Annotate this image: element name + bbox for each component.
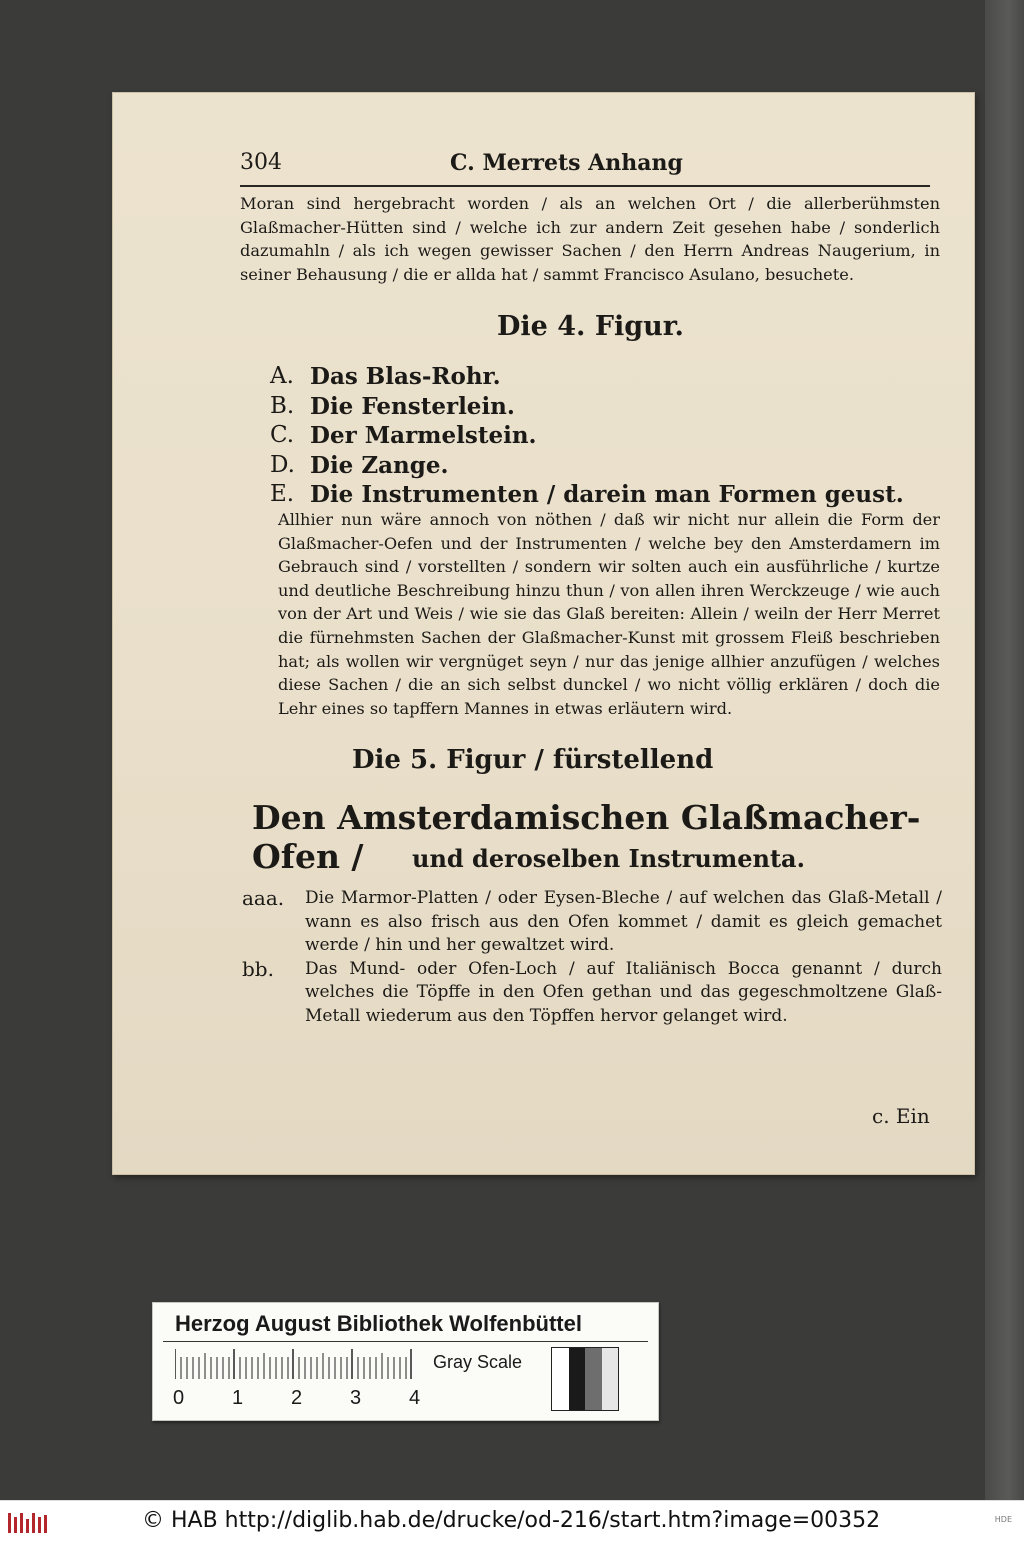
book-page [112,92,975,1175]
card-rule [163,1341,648,1342]
paragraph-2: Allhier nun wäre annoch von nöthen / daß wir nicht nur allein die Form der Glaßmacher-Oefen und der Instrumenten / welche bey den Amsterdamern im Gebrauch sind / vorstellten / sondern wir solten auch ein ausführliche / kurtze und deutliche Beschreibung hinzu thun / von allen ihren Werckzeuge / wie auch von der Art und Weis / wie sie das Glaß bereiten: Allein / weiln der Herr Merret die fürnehmsten Sachen der Glaßmacher-Kunst mit grossem Fleiß beschrieben hat; als wollen wir vergnüget seyn / nur das jenige allhier anzufügen / welches diese Sachen / die an sich selbst dunckel / wo nicht völlig erklären / doch die Lehr eines so tapffern Mannes in etwas erläutern wird. [278,510,940,718]
legend-item: C. Der Marmelstein. [270,422,537,449]
gray-swatch [585,1348,602,1410]
gray-swatch [552,1348,569,1410]
head-rule [240,185,930,187]
gray-scale-label: Gray Scale [433,1352,523,1372]
legend-item: D. Die Zange. [270,451,449,479]
legend-item: E. Die Instrumenten / darein man Formen geust. [270,481,904,508]
catchword: c. Ein [872,1104,930,1128]
gray-scale-swatch [551,1347,619,1411]
legend-item: A. Das Blas-Rohr. [270,363,501,390]
footer-bar [0,1500,1024,1545]
page-number: 304 [240,150,282,175]
heading-figure-5-subtitle: und deroselben Instrumenta. [412,844,805,873]
hab-logo-icon [8,1511,48,1535]
heading-figure-5: Die 5. Figur / fürstellend [352,745,714,775]
ruler-icon [175,1349,415,1379]
heading-figure-5-title: Den Amsterdamischen Glaßmacher-Ofen / [252,798,921,876]
library-scale-card: Herzog August Bibliothek Wolfenbüttel Gray Scale 0 1 2 3 4 [152,1302,659,1421]
figure-4-legend [270,362,970,510]
list-item: bb. Das Mund- oder Ofen-Loch / auf Italiänisch Bocca genannt / durch welches die Töpffe in den Ofen gethan und das gegeschmoltzene Glaß-Metall wiederum aus den Töpffen hervor gelanget wird. [242,956,942,1026]
footer-mark: HDE [994,1515,1012,1524]
gray-swatch [569,1348,586,1410]
copyright-link[interactable]: © HAB http://diglib.hab.de/drucke/od-216/start.htm?image=00352 [142,1508,881,1533]
heading-figure-4: Die 4. Figur. [497,311,684,342]
running-title: C. Merrets Anhang [450,150,683,176]
figure-5-items [242,887,942,1028]
list-item: aaa. Die Marmor-Platten / oder Eysen-Bleche / auf welchen das Glaß-Metall / wann es also frisch aus den Ofen kommet / damit es gleich gemachet werde / hin und her gewaltzet wird. [242,886,942,955]
library-name: Herzog August Bibliothek Wolfenbüttel [175,1311,582,1336]
legend-item: B. Die Fensterlein. [270,392,515,420]
gray-swatch [602,1348,619,1410]
paragraph-1: Moran sind hergebracht worden / als an welchen Ort / die allerberühmsten Glaßmacher-Hütten sind / welche ich zur andern Zeit gesehen habe / sonderlich dazumahln / als ich wegen gewisser Sachen / den Herrn Andreas Naugerium, in seiner Behausung / die er allda hat / sammt Francisco Asulano, besuchete. [240,194,940,284]
